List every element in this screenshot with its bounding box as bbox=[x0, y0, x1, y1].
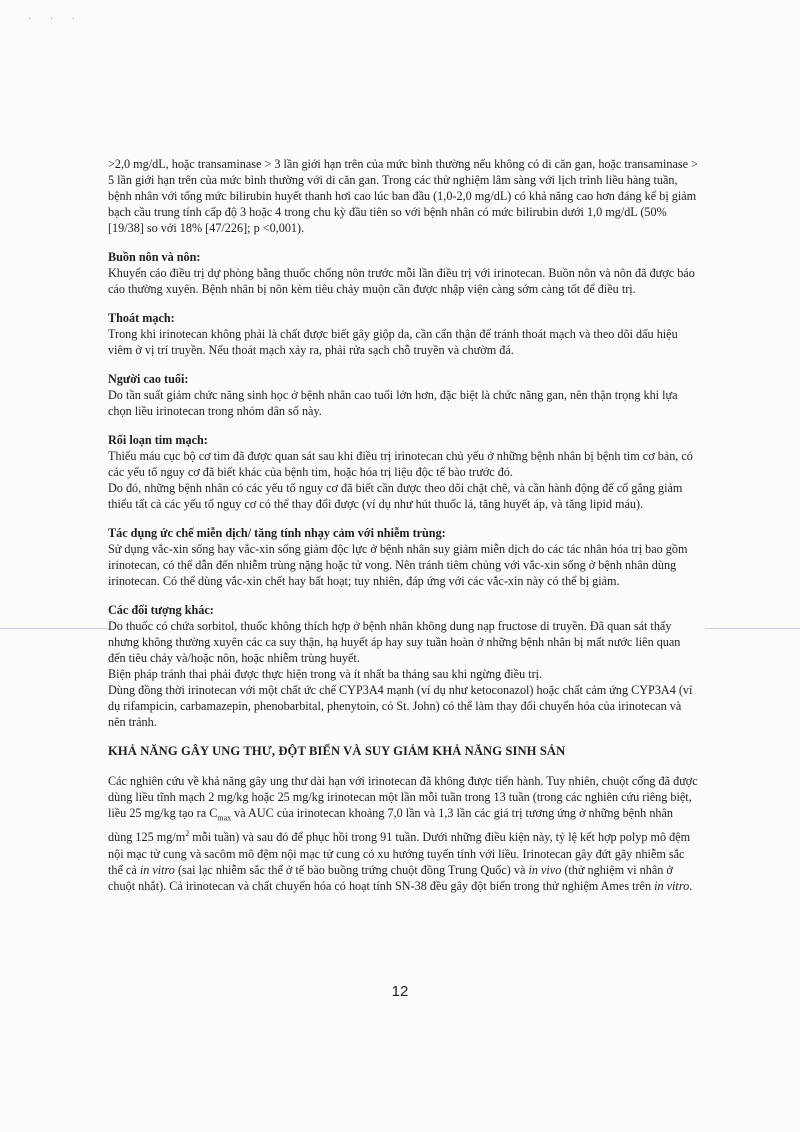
text-run: Các nghiên cứu về khả năng gây ung thư dài hạn với irinotecan đã không được tiến hành. Tuy nhiên, chuột cống đã được dùng liều tĩnh mạch 2 mg/kg hoặc 25 mg/kg irinotecan một lần mỗi tuần trong 13 tuần (trong các nghiên cứu riêng biệt, liều 25 mg/kg tạo ra C bbox=[108, 774, 698, 820]
paragraph-text: Trong khi irinotecan không phải là chất được biết gây giộp da, cần cẩn thận để tránh thoát mạch và theo dõi dấu hiệu viêm ở vị trí truyền. Nếu thoát mạch xảy ra, phải rửa sạch chỗ truyền và chườm đá. bbox=[108, 327, 678, 357]
subsection-heading: Người cao tuổi: bbox=[108, 372, 189, 386]
scan-specks: · · · bbox=[28, 14, 83, 25]
intro-paragraph bbox=[108, 156, 700, 236]
carcinogenicity-paragraph bbox=[108, 773, 700, 894]
paragraph-text: Do đó, những bệnh nhân có các yếu tố nguy cơ đã biết cần được theo dõi chặt chẽ, và cần hành động để cố gắng giảm thiểu tất cả các yếu tố nguy cơ có thể thay đổi được (ví dụ như hút thuốc lá, tăng huyết áp, và tăng lipid máu). bbox=[108, 481, 683, 511]
paragraph-text: Sử dụng vắc-xin sống hay vắc-xin sống giảm độc lực ở bệnh nhân suy giảm miễn dịch do các tác nhân hóa trị bao gồm irinotecan, có thể dẫn đến nhiễm trùng nặng hoặc tử vong. Nên tránh tiêm chủng với vắc-xin sống ở bệnh nhân dùng irinotecan. Có thể dùng vắc-xin chết hay bất hoạt; tuy nhiên, đáp ứng với các vắc-xin này có thể bị giảm. bbox=[108, 542, 688, 588]
text-run: . bbox=[689, 878, 693, 893]
page-number: 12 bbox=[391, 983, 409, 1000]
subsection-heading: Buồn nôn và nôn: bbox=[108, 250, 201, 264]
scan-edge-line bbox=[705, 628, 800, 629]
paragraph-text bbox=[108, 773, 700, 894]
text-run: và AUC của irinotecan khoảng 7,0 lần và 1,3 lần các giá trị tương ứng ở những bệnh nhân dùng 125 mg/m bbox=[108, 806, 674, 845]
paragraph-text: >2,0 mg/dL, hoặc transaminase > 3 lần giới hạn trên của mức bình thường nếu không có di căn gan, hoặc transaminase > 5 lần giới hạn trên của mức bình thường với di căn gan. Trong các thử nghiệm lâm sàng với lịch trình liều hàng tuần, bệnh nhân với tổng mức bilirubin huyết thanh hơi cao lúc ban đầu (1,0-2,0 mg/dL) có khả năng cao hơn đáng kể bị giảm bạch cầu trung tính cấp độ 3 hoặc 4 trong chu kỳ đầu tiên so với bệnh nhân có mức bilirubin dưới 1,0 mg/dL (50% [19/38] so với 18% [47/226]; p <0,001). bbox=[108, 157, 698, 235]
paragraph-text: Thiếu máu cục bộ cơ tim đã được quan sát sau khi điều trị irinotecan chủ yếu ở những bệnh nhân bị bệnh tim cơ bản, có các yếu tố nguy cơ đã biết khác của bệnh tim, hoặc hóa trị liệu độc tế bào trước đó. bbox=[108, 449, 693, 479]
paragraph-text: Biện pháp tránh thai phải được thực hiện trong và ít nhất ba tháng sau khi ngừng điều trị. bbox=[108, 667, 543, 681]
subsection-heading: Rối loạn tim mạch: bbox=[108, 433, 208, 447]
italic-term: in vitro bbox=[139, 862, 175, 877]
subsection-heading: Các đối tượng khác: bbox=[108, 603, 214, 617]
subsection bbox=[108, 249, 700, 297]
subsection bbox=[108, 371, 700, 419]
subsection-heading: Tác dụng ức chế miễn dịch/ tăng tính nhạy cảm với nhiễm trùng: bbox=[108, 526, 446, 540]
text-run: (thử nghiệm vi nhân ở chuột nhắt). Cả irinotecan và chất chuyển hóa có hoạt tính SN-38 đều gây đột biến trong thử nghiệm Ames trên bbox=[108, 862, 673, 893]
superscript: 2 bbox=[185, 829, 190, 839]
subscript: max bbox=[217, 813, 232, 823]
paragraph-text: Dùng đồng thời irinotecan với một chất ức chế CYP3A4 mạnh (ví dụ như ketoconazol) hoặc chất cảm ứng CYP3A4 (ví dụ rifampicin, carbamazepin, phenobarbital, phenytoin, cỏ St. John) có thể làm thay đổi chuyển hóa của irinotecan và nên tránh. bbox=[108, 683, 693, 729]
paragraph-text: Do thuốc có chứa sorbitol, thuốc không thích hợp ở bệnh nhân không dung nạp fructose di truyền. Đã quan sát thấy nhưng không thường xuyên các ca suy thận, hạ huyết áp hay suy tuần hoàn ở những bệnh nhân bị mất nước liên quan đến tiêu chảy và/hoặc nôn, hoặc nhiễm trùng huyết. bbox=[108, 619, 681, 665]
text-run: mỗi tuần) và sau đó để phục hồi trong 91 tuần. Dưới những điều kiện này, tỷ lệ kết hợp polyp mô đệm nội mạc tử cung và sacôm mô đệm nội mạc tử cung có xu hướng tuyến tính với liều. Irinotecan gây đứt gãy nhiễm sắc thể cả bbox=[108, 830, 691, 877]
subsection bbox=[108, 525, 700, 589]
subsection bbox=[108, 602, 700, 730]
text-run: (sai lạc nhiễm sắc thể ở tế bào buồng trứng chuột đồng Trung Quốc) và bbox=[174, 862, 529, 877]
paragraph-text: Khuyến cáo điều trị dự phòng bằng thuốc chống nôn trước mỗi lần điều trị với irinotecan. Buồn nôn và nôn đã được báo cáo thường xuyên. Bệnh nhân bị nôn kèm tiêu chảy muộn cần được nhập viện càng sớm càng tốt để điều trị. bbox=[108, 266, 695, 296]
section-title-carcinogenicity: KHẢ NĂNG GÂY UNG THƯ, ĐỘT BIẾN VÀ SUY GIẢM KHẢ NĂNG SINH SẢN bbox=[108, 744, 566, 758]
sections-container bbox=[108, 249, 700, 730]
paragraph-text: Do tần suất giảm chức năng sinh học ở bệnh nhân cao tuổi lớn hơn, đặc biệt là chức năng gan, nên thận trọng khi lựa chọn liều irinotecan trong nhóm dân số này. bbox=[108, 388, 678, 418]
scan-edge-line bbox=[0, 628, 110, 629]
document-page bbox=[108, 156, 700, 907]
subsection bbox=[108, 310, 700, 358]
italic-term: in vitro bbox=[654, 878, 690, 893]
subsection bbox=[108, 432, 700, 512]
italic-term: in vivo bbox=[528, 862, 562, 877]
subsection-heading: Thoát mạch: bbox=[108, 311, 175, 325]
